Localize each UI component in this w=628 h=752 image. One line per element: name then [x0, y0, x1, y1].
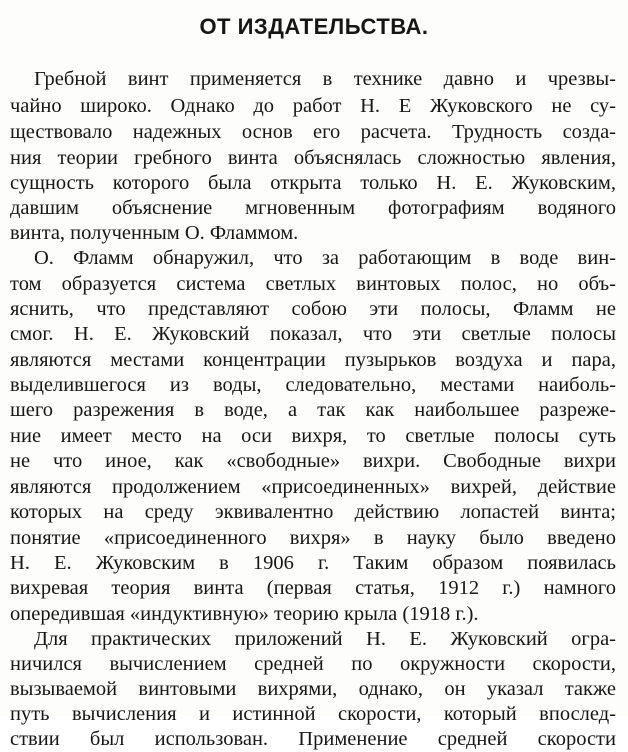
page-title: ОТ ИЗДАТЕЛЬСТВА.: [199, 14, 429, 39]
text-line: сущность которого была открыта только Н. Е. Жуковским,: [10, 172, 616, 194]
text-line: являются местами концентрации пузырьков воздуха и пара,: [10, 349, 616, 371]
text-line: выделившегося из воды, следовательно, местами наиболь-: [10, 374, 616, 396]
text-line: ние имеет место на оси вихря, то светлые полосы суть: [10, 425, 616, 447]
text-line: ствии был использован. Применение средней скорости: [10, 728, 616, 750]
text-line: ществовало надежных основ его расчета. Трудность созда-: [10, 121, 616, 143]
text-line: смог. Н. Е. Жуковский показал, что эти светлые полосы: [10, 323, 616, 345]
text-line: давшим объяснение мгновенным фотографиям водяного: [10, 197, 616, 219]
text-line: чайно широко. Однако до работ Н. Е Жуковского не су-: [10, 95, 616, 117]
text-line: яснить, что представляют собою эти полосы, Фламм не: [10, 298, 616, 320]
text-line: опередившая «индуктивную» теорию крыла (1918 г.).: [10, 603, 479, 625]
text-line: ничился вычислением средней по окружности скорости,: [10, 653, 616, 675]
text-line: Гребной винт применяется в технике давно и чрезвы-: [34, 68, 616, 90]
text-line: путь вычисления и истинной скорости, который впослед-: [10, 703, 616, 725]
text-line: вихревая теория винта (первая статья, 1912 г.) намного: [10, 577, 616, 599]
text-line: ния теории гребного винта объяснялась сложностью явления,: [10, 147, 616, 169]
text-line: являются продолжением «присоединенных» вихрей, действие: [10, 476, 616, 498]
text-line: не что иное, как «свободные» вихри. Свободные вихри: [10, 450, 616, 472]
text-line: вызываемой винтовыми вихрями, однако, он указал также: [10, 678, 616, 700]
text-line: которых на среду эквивалентно действию лопастей винта;: [10, 501, 616, 523]
text-line: винта, полученным О. Фламмом.: [10, 222, 299, 244]
text-line: Для практических приложений Н. Е. Жуковский огра-: [34, 628, 616, 650]
text-line: шего разрежения в воде, а так как наибольшее разреже-: [10, 399, 616, 421]
text-line: О. Фламм обнаружил, что за работающим в воде вин-: [34, 247, 616, 269]
text-line: Н. Е. Жуковским в 1906 г. Таким образом появилась: [10, 552, 616, 574]
text-line: том образуется система светлых винтовых полос, но объ-: [10, 273, 616, 295]
text-line: понятие «присоединенного вихря» в науку было введено: [10, 527, 616, 549]
